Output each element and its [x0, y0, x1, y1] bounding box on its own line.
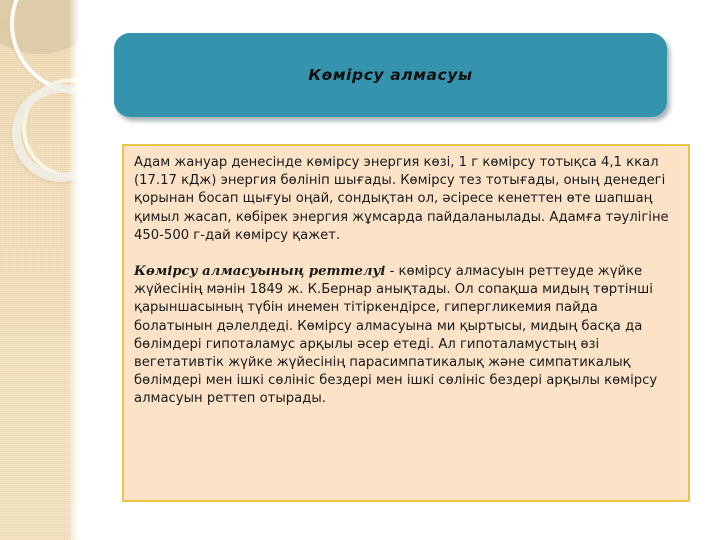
body-paragraph-2 — [134, 263, 676, 409]
paragraph-2-lead-term: Көмірсу алмасуының реттелуі — [134, 264, 386, 280]
paragraph-2-text: - көмірсу алмасуын реттеуде жүйке жүйесінің мәнін 1849 ж. К.Бернар анықтады. Ол сопақша мидың төртінші қарыншасының түбін инемен тітіркендірсе, гипергликемия пайда болатынын дәлелдеді. Көмірсу алмасуына ми қыртысы, мидың басқа да бөлімдері гипоталамус арқылы әсер етеді. Ал гипоталамустың өзі вегетативтік жүйке жүйесінің парасимпатикалық және симпатикалық бөлімдері мен ішкі сөлініс бездері мен ішкі сөлініс бездері арқылы көмірсу алмасуын реттеп отырады. — [134, 264, 658, 407]
decorative-circle-small-icon — [12, 84, 79, 182]
decorative-circle-large-icon — [10, 0, 79, 94]
slide-title: Көмірсу алмасуы — [308, 65, 473, 84]
paragraph-1-text: Адам жануар денесінде көмірсу энергия көзі, 1 г көмірсу тотықса 4,1 ккал (17.17 кДж) энергия бөлініп шығады. Көмірсу тез тотығады, оның денедегі қорынан босап щығуы оңай, сондықтан ол, әсіресе кенеттен өте шапшаң қимыл жасап, көбірек энергия жұмсарда пайдаланылады. Адамға тәулігіне 450-500 г-дай көмірсу қажет. — [134, 155, 669, 243]
body-paragraph-1 — [134, 154, 676, 245]
slide-content-box — [122, 144, 690, 502]
left-ornament-band — [0, 0, 79, 540]
slide-title-banner — [114, 33, 667, 117]
